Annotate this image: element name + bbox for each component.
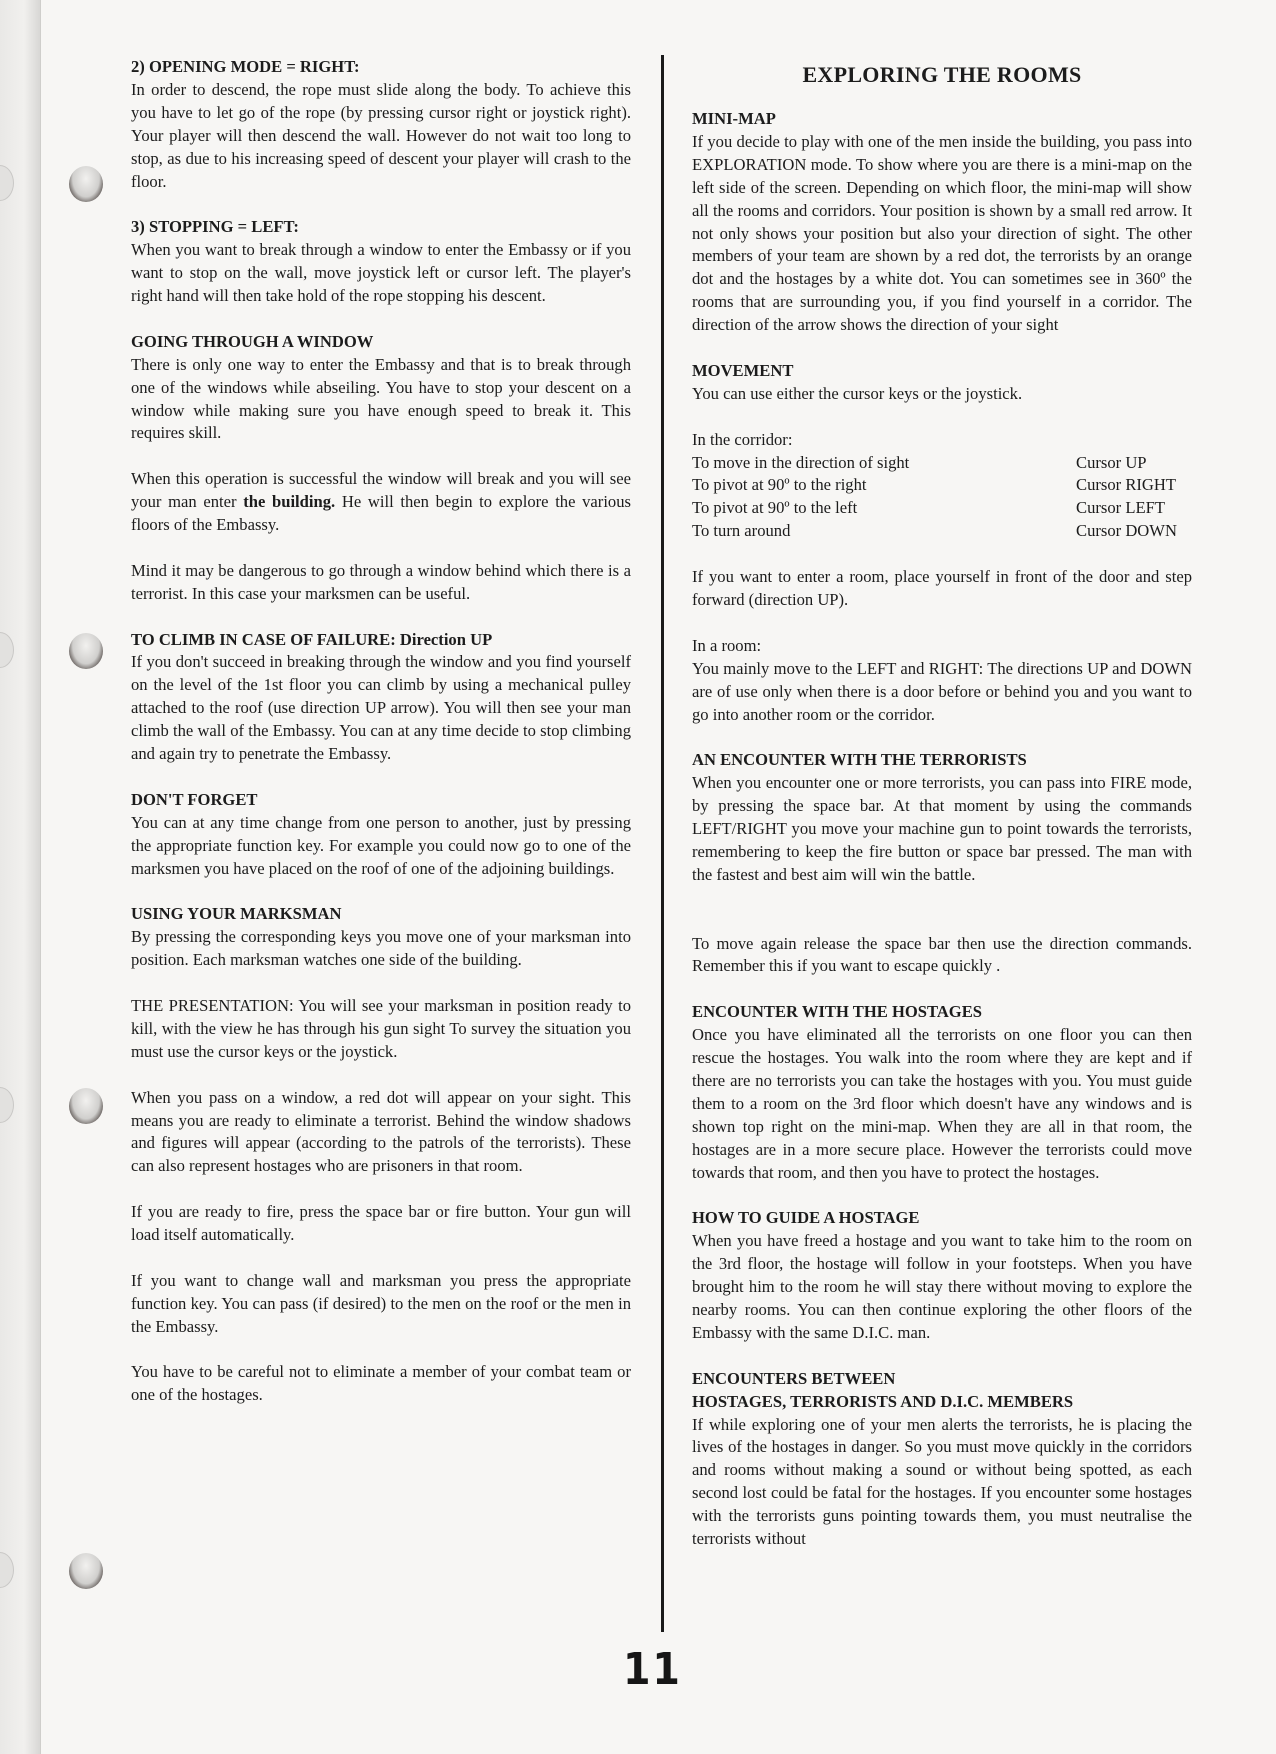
controls-row: [692, 474, 1192, 497]
section-heading: DON'T FORGET: [131, 789, 258, 809]
section-movement: [692, 360, 1192, 726]
controls-row: [692, 452, 1192, 475]
section-paragraph: You can use either the cursor keys or the joystick.: [692, 383, 1023, 403]
section-using-marksman: [131, 903, 631, 972]
section-heading: HOSTAGES, TERRORISTS AND D.I.C. MEMBERS: [692, 1391, 1074, 1411]
section-paragraph: You have to be careful not to eliminate a member of your combat team or one of the hostages.: [131, 1362, 631, 1405]
section-encounter-terrorists: [692, 749, 1192, 978]
controls-row: [692, 497, 1192, 520]
binder-ring-notch: [0, 1087, 14, 1123]
punch-hole: [69, 166, 103, 202]
section-heading: GOING THROUGH A WINDOW: [131, 331, 374, 351]
control-action: To turn around: [692, 521, 791, 541]
section-dont-forget: [131, 789, 631, 881]
section-paragraph: [131, 468, 631, 537]
section-presentation: [131, 995, 631, 1407]
punch-hole: [69, 1553, 103, 1589]
section-heading: ENCOUNTER WITH THE HOSTAGES: [692, 1002, 983, 1022]
section-heading: HOW TO GUIDE A HOSTAGE: [692, 1208, 920, 1228]
control-key: Cursor LEFT: [1076, 498, 1165, 518]
binder-ring-notch: [0, 165, 14, 201]
binder-margin-strip: [0, 0, 41, 1754]
section-heading: USING YOUR MARKSMAN: [131, 904, 342, 924]
page-number: 11: [623, 1644, 682, 1695]
section-paragraph: In order to descend, the rope must slide along the body. To achieve this you have to let go of the rope (by pressing cursor right or joystick right). Your player will then descend the wall. However do not wait too long to stop, as due to his increasing speed of descent your player will crash to the floor.: [131, 79, 631, 191]
room-label: In a room:: [692, 635, 762, 655]
paragraph-text: When this operation is successful the window will break and you will see your man enter: [131, 469, 631, 512]
controls-table: [692, 452, 1192, 544]
punch-hole: [69, 1088, 103, 1124]
section-heading: MOVEMENT: [692, 360, 794, 380]
section-paragraph: Once you have eliminated all the terrorists on one floor you can then rescue the hostages. You walk into the room where they are kept and if there are no terrorists you can take the hostages with you. You must guide them to a room on the 3rd floor which doesn't have any windows and is shown top right on the mini-map. When they are all in that room, the hostages are in a more secure place. However the terrorists could move towards that room, and then you have to protect the hostages.: [692, 1025, 1192, 1182]
section-paragraph: If while exploring one of your men alerts the terrorists, he is placing the lives of the hostages in danger. So you must move quickly in the corridors and rooms without making a sound or without being spotted, as each second lost could be fatal for the hostages. If you encounter some hostages with the terrorists guns pointing towards them, you must neutralise the terrorists without: [692, 1414, 1192, 1549]
section-climb-failure: [131, 629, 631, 766]
section-paragraph: By pressing the corresponding keys you move one of your marksman into position. Each marksman watches one side of the building.: [131, 927, 631, 970]
control-key: Cursor DOWN: [1076, 521, 1177, 541]
corridor-label: In the corridor:: [692, 429, 793, 449]
section-paragraph: When you encounter one or more terrorists, you can pass into FIRE mode, by pressing the space bar. At that moment by using the commands LEFT/RIGHT you move your machine gun to point towards the terrorists, remembering to keep the fire button or space bar pressed. The man with the fastest and best aim will win the battle.: [692, 773, 1192, 884]
control-key: Cursor RIGHT: [1076, 475, 1177, 495]
binder-ring-notch: [0, 1552, 14, 1588]
section-heading: ENCOUNTERS BETWEEN: [692, 1368, 896, 1388]
section-encounter-hostages: [692, 1001, 1192, 1184]
section-paragraph: When you want to break through a window to enter the Embassy or if you want to stop on the wall, move joystick left or cursor left. The player's right hand will then take hold of the rope stopping his descent.: [131, 240, 631, 306]
section-paragraph: When you have freed a hostage and you want to take him to the room on the 3rd floor, the hostage will follow in your footsteps. When you have brought him to the room he will stay there without moving to explore the nearby rooms. You can then continue exploring the other floors of the Embassy with the same D.I.C. man.: [692, 1231, 1192, 1342]
section-heading: 3) STOPPING = LEFT:: [131, 217, 299, 237]
section-heading: AN ENCOUNTER WITH THE TERRORISTS: [692, 750, 1027, 770]
section-mini-map: [692, 108, 1192, 337]
control-action: To pivot at 90º to the right: [692, 475, 867, 495]
section-paragraph: You can at any time change from one person to another, just by pressing the appropriate function key. For example you could now go to one of the marksmen you have placed on the roof of one of the adjoining buildings.: [131, 812, 631, 878]
page-title: EXPLORING THE ROOMS: [802, 62, 1082, 87]
section-encounters-between: [692, 1368, 1192, 1551]
section-paragraph: If you want to change wall and marksman you press the appropriate function key. You can pass (if desired) to the men on the roof or the men in the Embassy.: [131, 1270, 631, 1336]
section-paragraph: Mind it may be dangerous to go through a window behind which there is a terrorist. In this case your marksmen can be useful.: [131, 560, 631, 603]
binder-ring-notch: [0, 632, 14, 668]
paragraph-text: He will then begin to explore the various floors of the Embassy.: [131, 492, 631, 535]
section-paragraph: To move again release the space bar then use the direction commands. Remember this if you want to escape quickly .: [692, 933, 1192, 976]
punch-hole: [69, 633, 103, 669]
section-guide-hostage: [692, 1207, 1192, 1344]
section-heading: TO CLIMB IN CASE OF FAILURE: Direction UP: [131, 629, 493, 649]
right-column: [692, 56, 1192, 1574]
section-paragraph: THE PRESENTATION: You will see your marksman in position ready to kill, with the view he has through his gun sight To survey the situation you must use the cursor keys or the joystick.: [131, 996, 631, 1061]
controls-row: [692, 520, 1192, 543]
corridor-controls: [692, 429, 1192, 544]
section-heading: 2) OPENING MODE = RIGHT:: [131, 57, 360, 76]
left-column: [131, 56, 631, 1430]
section-paragraph: If you don't succeed in breaking through the window and you find yourself on the level of the 1st floor you can climb by using a mechanical pulley attached to the roof (use direction UP arrow). You will then see your man climb the wall of the Embassy. You can at any time decide to stop climbing and again try to penetrate the Embassy.: [131, 652, 631, 764]
control-key: Cursor UP: [1076, 452, 1147, 472]
section-paragraph: If you decide to play with one of the men inside the building, you pass into EXPLORATION mode. To show where you are there is a mini-map on the left side of the screen. Depending on which floor, the mini-map will show all the rooms and corridors. Your position is shown by a small red arrow. It not only shows your position but also your direction of sight. The other members of your team are shown by a red dot, the terrorists by an orange dot and the hostages by a white dot. You can sometimes see in 360º the rooms that are surrounding you, if you find yourself in a corridor. The direction of the arrow shows the direction of your sight: [692, 131, 1192, 335]
section-heading: MINI-MAP: [692, 109, 776, 128]
control-action: To move in the direction of sight: [692, 452, 910, 472]
column-divider: [661, 55, 664, 1632]
control-action: To pivot at 90º to the left: [692, 498, 858, 518]
section-paragraph: There is only one way to enter the Embassy and that is to break through one of the windows while abseiling. You have to stop your descent on a window while making sure you have enough speed to break it. This requires skill.: [131, 354, 631, 443]
section-opening-mode: [131, 56, 631, 193]
spacer: [692, 910, 1192, 933]
section-paragraph: If you are ready to fire, press the space bar or fire button. Your gun will load itself automatically.: [131, 1202, 631, 1245]
section-paragraph: If you want to enter a room, place yourself in front of the door and step forward (direction UP).: [692, 567, 1192, 609]
section-stopping: [131, 216, 631, 308]
section-paragraph: You mainly move to the LEFT and RIGHT: The directions UP and DOWN are of use only when there is a door before or behind you and you want to go into another room or the corridor.: [692, 658, 1192, 724]
section-paragraph: When you pass on a window, a red dot will appear on your sight. This means you are ready to eliminate a terrorist. Behind the window shadows and figures will appear (according to the patrols of the terrorists). These can also represent hostages who are prisoners in that room.: [131, 1087, 631, 1176]
paragraph-bold-text: the building.: [243, 492, 336, 512]
section-going-through-window: [131, 331, 631, 606]
